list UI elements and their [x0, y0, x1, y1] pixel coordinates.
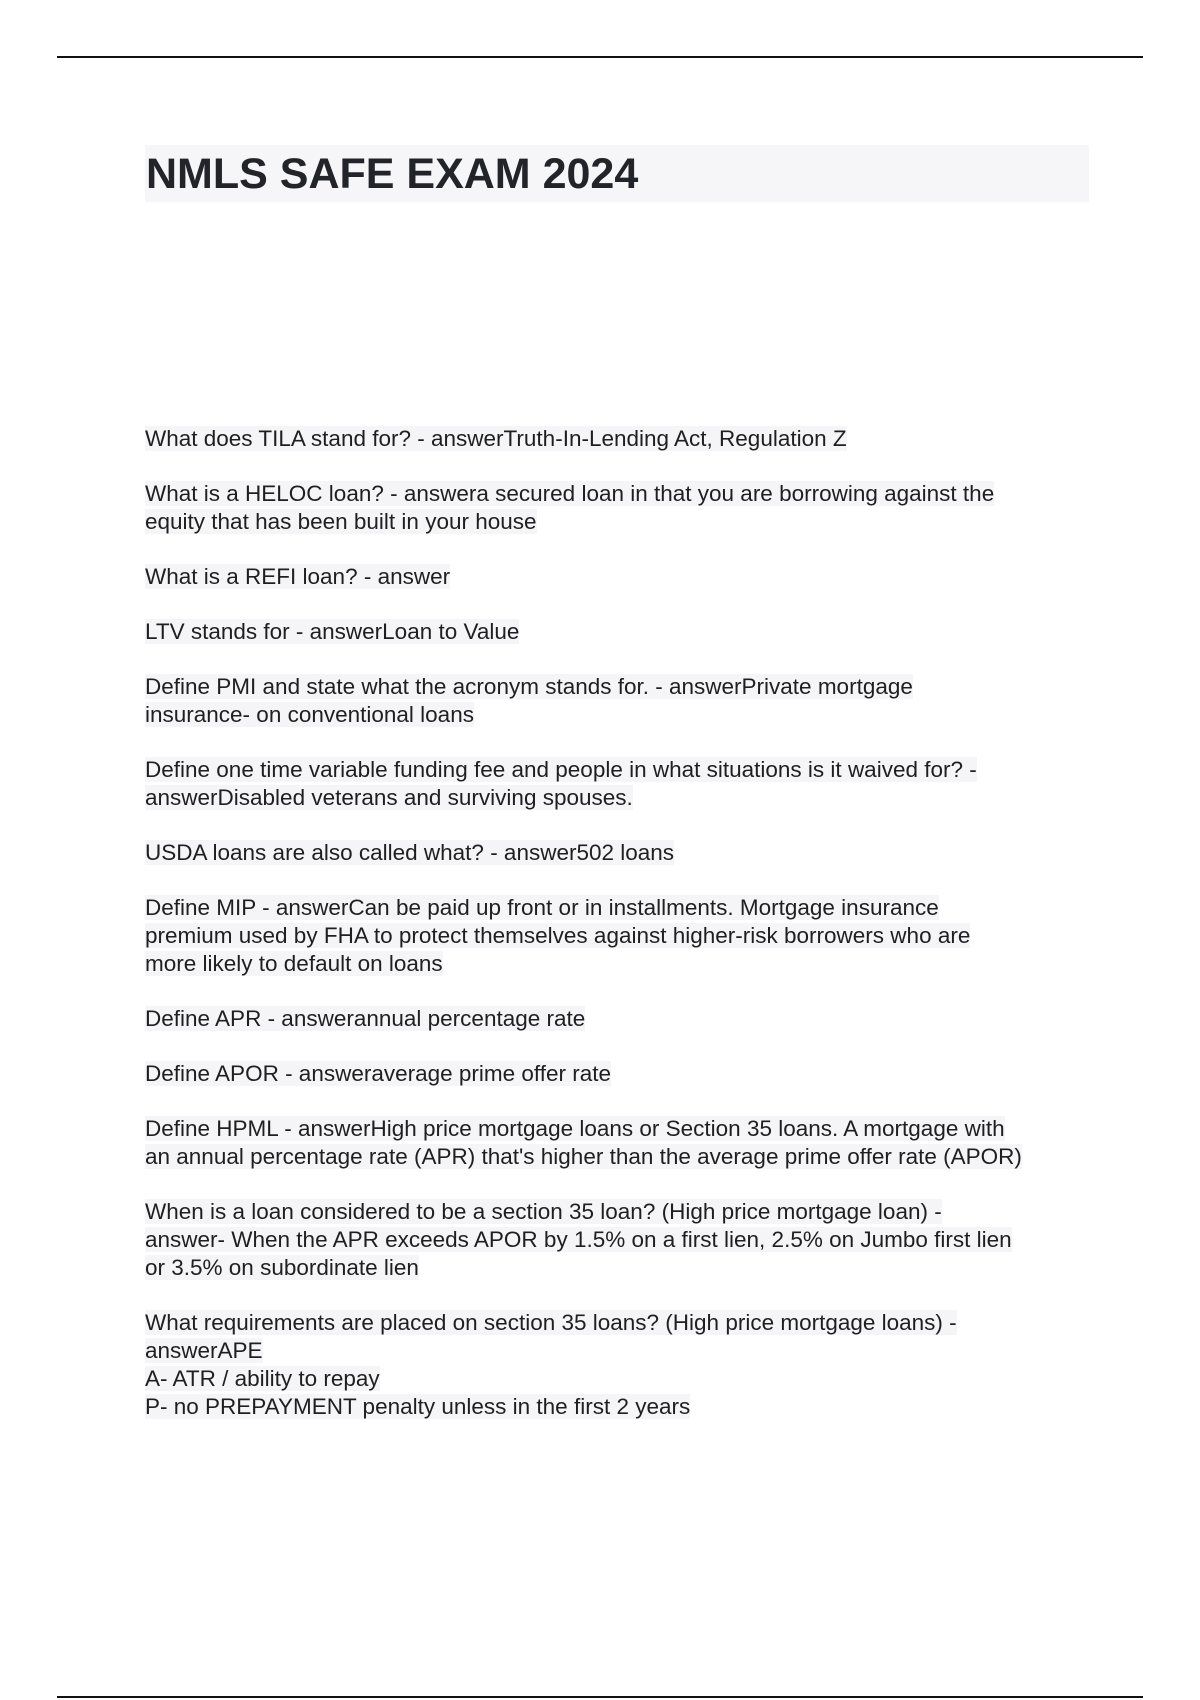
qa-item	[145, 618, 1095, 646]
qa-line-text: or 3.5% on subordinate lien	[145, 1255, 419, 1280]
qa-line-text: A- ATR / ability to repay	[145, 1366, 380, 1391]
qa-item	[145, 894, 1095, 978]
document-title: NMLS SAFE EXAM 2024	[146, 150, 639, 198]
qa-line	[145, 480, 1095, 508]
qa-line-text: LTV stands for - answerLoan to Value	[145, 619, 520, 644]
qa-line	[145, 1309, 1095, 1337]
qa-item	[145, 480, 1095, 536]
qa-line	[145, 1337, 1095, 1365]
qa-item	[145, 1309, 1095, 1421]
qa-line-text: Define APOR - answeraverage prime offer rate	[145, 1061, 612, 1086]
qa-line	[145, 950, 1095, 978]
qa-line	[145, 922, 1095, 950]
qa-line-text: premium used by FHA to protect themselves against higher-risk borrowers who are	[145, 923, 971, 948]
qa-list	[145, 425, 1095, 1448]
qa-item	[145, 1115, 1095, 1171]
qa-item	[145, 673, 1095, 729]
qa-line	[145, 1365, 1095, 1393]
qa-line	[145, 618, 1095, 646]
qa-line-text: What is a REFI loan? - answer	[145, 564, 451, 589]
qa-line	[145, 1115, 1095, 1143]
qa-line-text: Define one time variable funding fee and people in what situations is it waived for? -	[145, 757, 977, 782]
qa-line	[145, 839, 1095, 867]
qa-line	[145, 701, 1095, 729]
qa-line	[145, 1254, 1095, 1282]
qa-item	[145, 839, 1095, 867]
qa-line-text: Define HPML - answerHigh price mortgage loans or Section 35 loans. A mortgage with	[145, 1116, 1005, 1141]
qa-line	[145, 1005, 1095, 1033]
qa-line	[145, 1226, 1095, 1254]
qa-item	[145, 1005, 1095, 1033]
qa-line	[145, 1143, 1095, 1171]
qa-line	[145, 1060, 1095, 1088]
qa-line-text: What is a HELOC loan? - answera secured loan in that you are borrowing against the	[145, 481, 995, 506]
qa-line	[145, 563, 1095, 591]
qa-line-text: USDA loans are also called what? - answer502 loans	[145, 840, 675, 865]
qa-line-text: insurance- on conventional loans	[145, 702, 474, 727]
qa-item	[145, 425, 1095, 453]
qa-line-text: What requirements are placed on section 35 loans? (High price mortgage loans) -	[145, 1310, 957, 1335]
qa-line-text: answer- When the APR exceeds APOR by 1.5% on a first lien, 2.5% on Jumbo first lien	[145, 1227, 1012, 1252]
qa-item	[145, 563, 1095, 591]
qa-line	[145, 1198, 1095, 1226]
qa-line	[145, 673, 1095, 701]
qa-item	[145, 756, 1095, 812]
qa-line	[145, 756, 1095, 784]
qa-line-text: Define APR - answerannual percentage rate	[145, 1006, 586, 1031]
top-rule	[57, 56, 1143, 58]
qa-line	[145, 508, 1095, 536]
qa-line-text: equity that has been built in your house	[145, 509, 537, 534]
qa-line	[145, 894, 1095, 922]
qa-line	[145, 425, 1095, 453]
qa-line-text: Define MIP - answerCan be paid up front or in installments. Mortgage insurance	[145, 895, 939, 920]
qa-line-text: When is a loan considered to be a section 35 loan? (High price mortgage loan) -	[145, 1199, 942, 1224]
qa-line-text: an annual percentage rate (APR) that's higher than the average prime offer rate (APOR)	[145, 1144, 1022, 1169]
qa-line-text: answerDisabled veterans and surviving spouses.	[145, 785, 633, 810]
qa-line-text: Define PMI and state what the acronym stands for. - answerPrivate mortgage	[145, 674, 913, 699]
bottom-rule	[57, 1696, 1143, 1698]
qa-item	[145, 1198, 1095, 1282]
qa-line-text: What does TILA stand for? - answerTruth-In-Lending Act, Regulation Z	[145, 426, 847, 451]
qa-line	[145, 1393, 1095, 1421]
qa-item	[145, 1060, 1095, 1088]
qa-line-text: answerAPE	[145, 1338, 263, 1363]
qa-line-text: more likely to default on loans	[145, 951, 443, 976]
qa-line-text: P- no PREPAYMENT penalty unless in the first 2 years	[145, 1394, 691, 1419]
qa-line	[145, 784, 1095, 812]
